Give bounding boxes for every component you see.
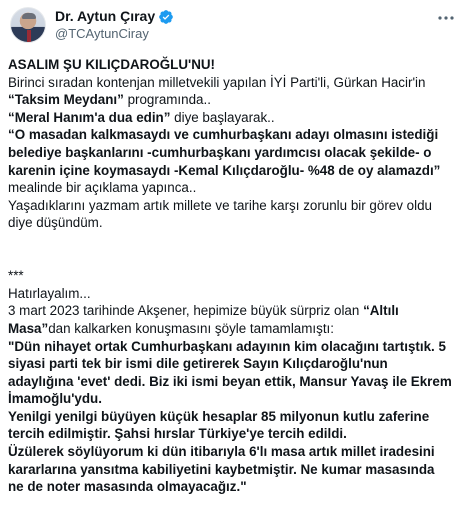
tweet-line (8, 320, 460, 338)
tweet-line (8, 56, 460, 74)
tweet-line-text: Birinci sıradan kontenjan milletvekili yapılan İYİ Parti'li, Gürkan Hacir'in (8, 74, 426, 90)
tweet-line-text: tercih edilmiştir. Şahsi hırslar Türkiye'ye tercih edildi. (8, 426, 347, 442)
tweet-line (8, 461, 460, 479)
tweet-line (8, 179, 460, 197)
tweet-line-text: Yenilgi yenilgi büyüyen küçük hesaplar 85 milyonun kutlu zaferine (8, 408, 430, 424)
tweet-line (8, 443, 460, 461)
author-names (55, 8, 174, 42)
tweet-line (8, 91, 460, 109)
avatar-tie (27, 30, 31, 42)
tweet-line-text: “Taksim Meydanı” (8, 92, 124, 108)
tweet-line-text: Masa” (8, 320, 49, 336)
tweet-line (8, 408, 460, 426)
tweet-line (8, 197, 460, 215)
tweet-line (8, 144, 460, 162)
display-name-row (55, 8, 174, 25)
tweet-line (8, 355, 460, 373)
tweet-line (8, 478, 460, 496)
tweet-line-suffix: programında.. (123, 92, 211, 108)
tweet-line-text: “O masadan kalkmasaydı ve cumhurbaşkanı adayı olmasını istediği (8, 127, 439, 143)
tweet-line-text: “Meral Hanım'a dua edin” (8, 109, 171, 125)
tweet-line-text: Hatırlayalım... (8, 285, 91, 301)
tweet-line (8, 302, 460, 320)
tweet-line-text: "Dün nihayet ortak Cumhurbaşkanı adayının kim olacağını tartıştık. 5 (8, 338, 446, 354)
tweet-line-text: Üzülerek söylüyorum ki dün itibarıyla 6'lı masa artık millet iradesini (8, 444, 435, 460)
tweet-line (8, 214, 460, 232)
tweet-line (8, 267, 460, 285)
tweet-line-text: kararlarına yansıtma kabiliyetini kaybetmiştir. Ne kumar masasında (8, 461, 435, 477)
tweet-line (8, 162, 460, 180)
tweet-line (8, 74, 460, 92)
tweet-line (8, 250, 460, 268)
tweet-line (8, 126, 460, 144)
tweet-line-text: ne de noter masasında olmayacağız." (8, 479, 247, 495)
tweet-line (8, 285, 460, 303)
tweet-line (8, 390, 460, 408)
tweet-line-text: 3 mart 2023 tarihinde Akşener, hepimize büyük sürpriz olan (8, 303, 364, 319)
tweet-line-text: *** (8, 268, 24, 284)
tweet-line-text: Yaşadıklarını yazmam artık millete ve tarihe karşı zorunlu bir görev oldu (8, 197, 432, 213)
avatar-hair (22, 13, 36, 19)
author-display-name[interactable]: Dr. Aytun Çıray (55, 8, 156, 24)
tweet-line (8, 232, 460, 250)
tweet-line-text: belediye başkanlarını -cumhurbaşkanı yardımcısı olacak şekilde- o (8, 144, 432, 160)
tweet-line (8, 425, 460, 443)
tweet-line (8, 373, 460, 391)
tweet-line-suffix: dan kalkarken konuşmasını şöyle tamamlamıştı: (48, 320, 334, 336)
tweet-line-bold-suffix: “Altılı (363, 303, 399, 319)
tweet-text (8, 56, 460, 496)
tweet-line-text: diye düşündüm. (8, 215, 103, 231)
tweet-line-suffix: diye başlayarak.. (170, 109, 275, 125)
tweet-line-text: karenin içine koymasaydı -Kemal Kılıçdaroğlu- %48 de oy alamazdı” (8, 162, 441, 178)
tweet-line (8, 109, 460, 127)
tweet-line-text: mealinde bir açıklama yapınca.. (8, 180, 197, 196)
verified-badge-icon (158, 9, 174, 25)
tweet-header (10, 7, 460, 43)
tweet-line-text: ASALIM ŞU KILIÇDAROĞLU'NU! (8, 57, 216, 72)
author-handle[interactable]: @TCAytunCiray (55, 26, 149, 41)
tweet-line-text: adaylığına 'evet' dedi. Biz iki ismi beyan ettik, Mansur Yavaş ile Ekrem (8, 373, 452, 389)
avatar[interactable] (10, 7, 46, 43)
tweet-line-text: İmamoğlu'ydu. (8, 391, 102, 407)
tweet-line (8, 338, 460, 356)
tweet-line-text: siyasi parti tek bir ismi dile getirerek Sayın Kılıçdaroğlu'nun (8, 356, 388, 372)
more-options-icon[interactable] (436, 11, 456, 25)
